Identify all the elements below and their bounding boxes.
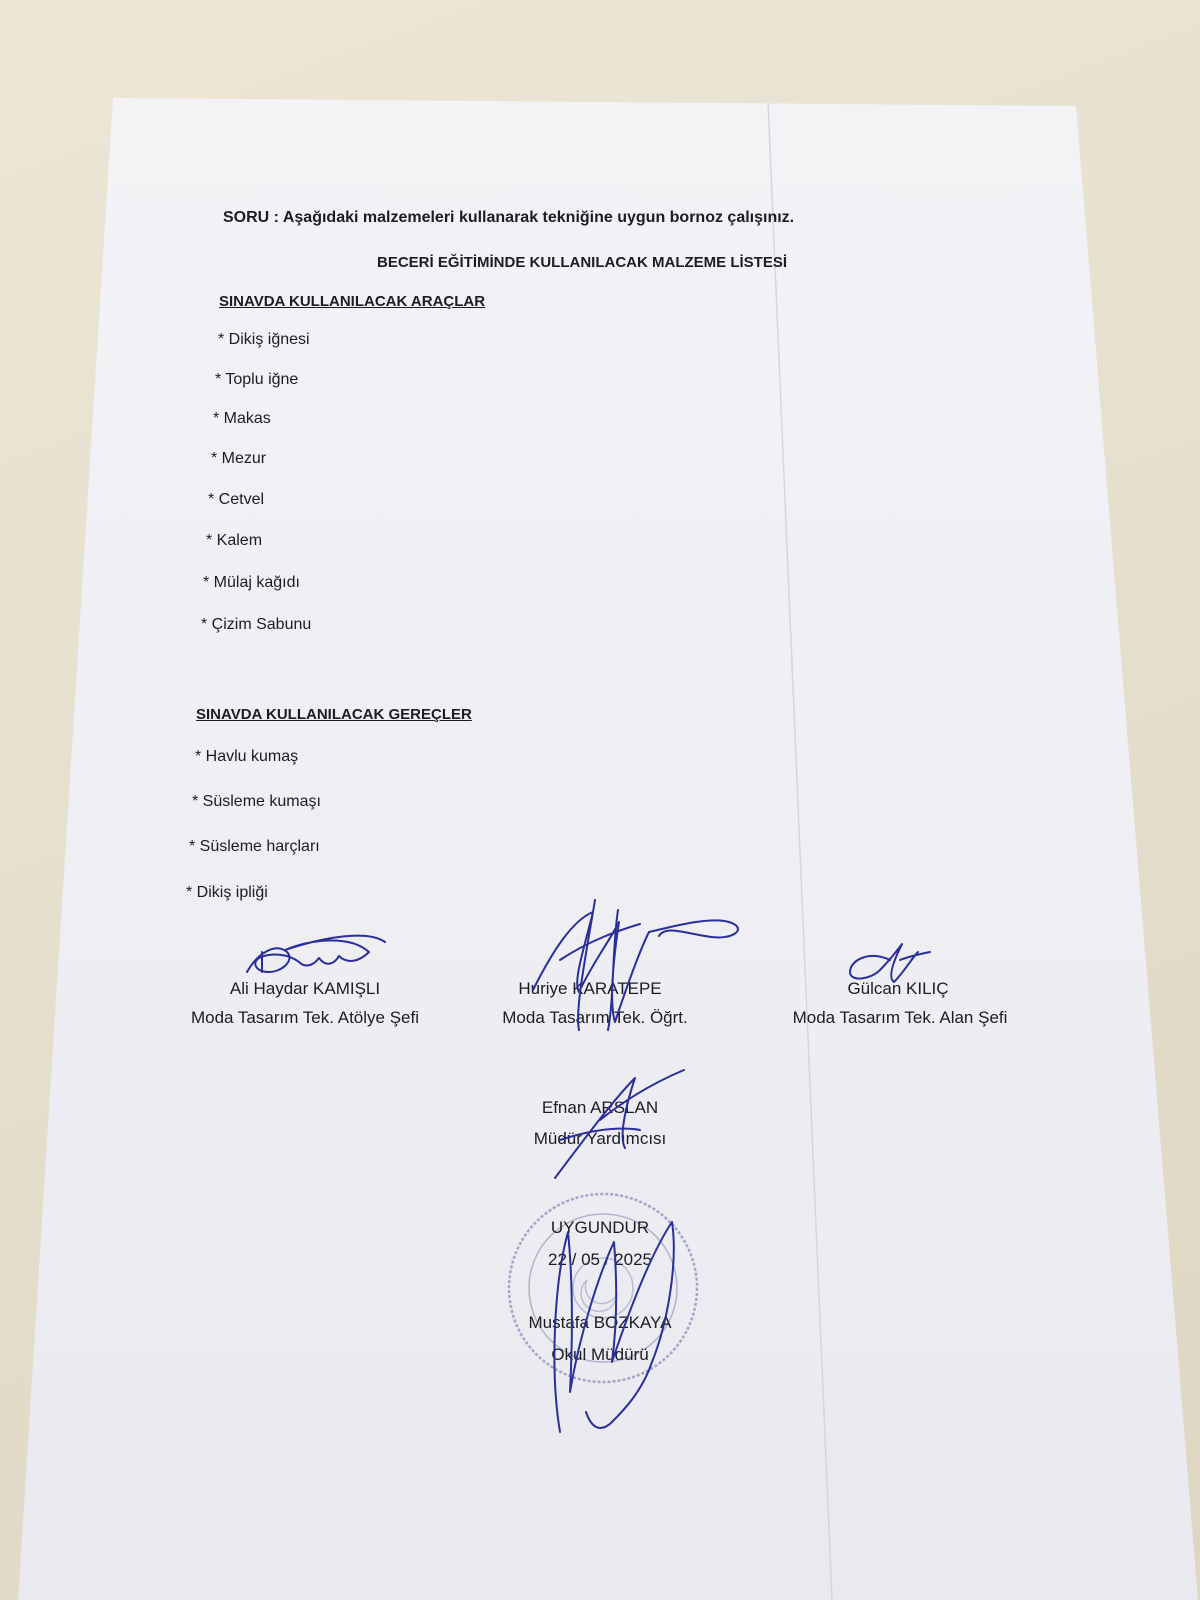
tools-item: * Kalem: [206, 532, 263, 549]
materials-item: * Dikiş ipliği: [186, 884, 268, 901]
tools-item: * Mezur: [211, 450, 267, 467]
principal-name: Mustafa BOZKAYA: [528, 1313, 672, 1332]
tools-item: * Cetvel: [208, 491, 265, 508]
tools-heading: SINAVDA KULLANILACAK ARAÇLAR: [219, 293, 486, 310]
materials-item: * Süsleme kumaşı: [192, 793, 321, 810]
approval-status: UYGUNDUR: [550, 1218, 650, 1237]
tools-item: * Mülaj kağıdı: [203, 574, 300, 591]
signatory-name: Ali Haydar KAMIŞLI: [229, 979, 381, 998]
list-title: BECERİ EĞİTİMİNDE KULLANILACAK MALZEME LİSTESİ: [377, 254, 787, 271]
principal-title: Okul Müdürü: [551, 1345, 649, 1364]
signatory-title: Moda Tasarım Tek. Öğrt.: [502, 1008, 688, 1027]
vice-principal-name: Efnan ARSLAN: [541, 1098, 659, 1117]
tools-item: * Makas: [213, 410, 271, 427]
materials-item: * Süsleme harçları: [189, 838, 320, 855]
signatory-name: Gülcan KILIÇ: [847, 979, 949, 998]
signatory-title: Moda Tasarım Tek. Atölye Şefi: [190, 1008, 420, 1027]
tools-item: * Dikiş iğnesi: [218, 331, 310, 348]
signatory-name: Huriye KARATEPE: [518, 979, 662, 998]
approval-date: 22 / 05 / 2025: [548, 1250, 652, 1269]
tools-item: * Çizim Sabunu: [201, 616, 312, 633]
question-text: SORU : Aşağıdaki malzemeleri kullanarak tekniğine uygun bornoz çalışınız.: [223, 209, 795, 226]
materials-item: * Havlu kumaş: [195, 748, 299, 765]
materials-heading: SINAVDA KULLANILACAK GEREÇLER: [196, 706, 472, 723]
tools-item: * Toplu iğne: [215, 371, 299, 388]
vice-principal-title: Müdür Yardımcısı: [533, 1129, 667, 1148]
signatory-title: Moda Tasarım Tek. Alan Şefi: [792, 1008, 1008, 1027]
